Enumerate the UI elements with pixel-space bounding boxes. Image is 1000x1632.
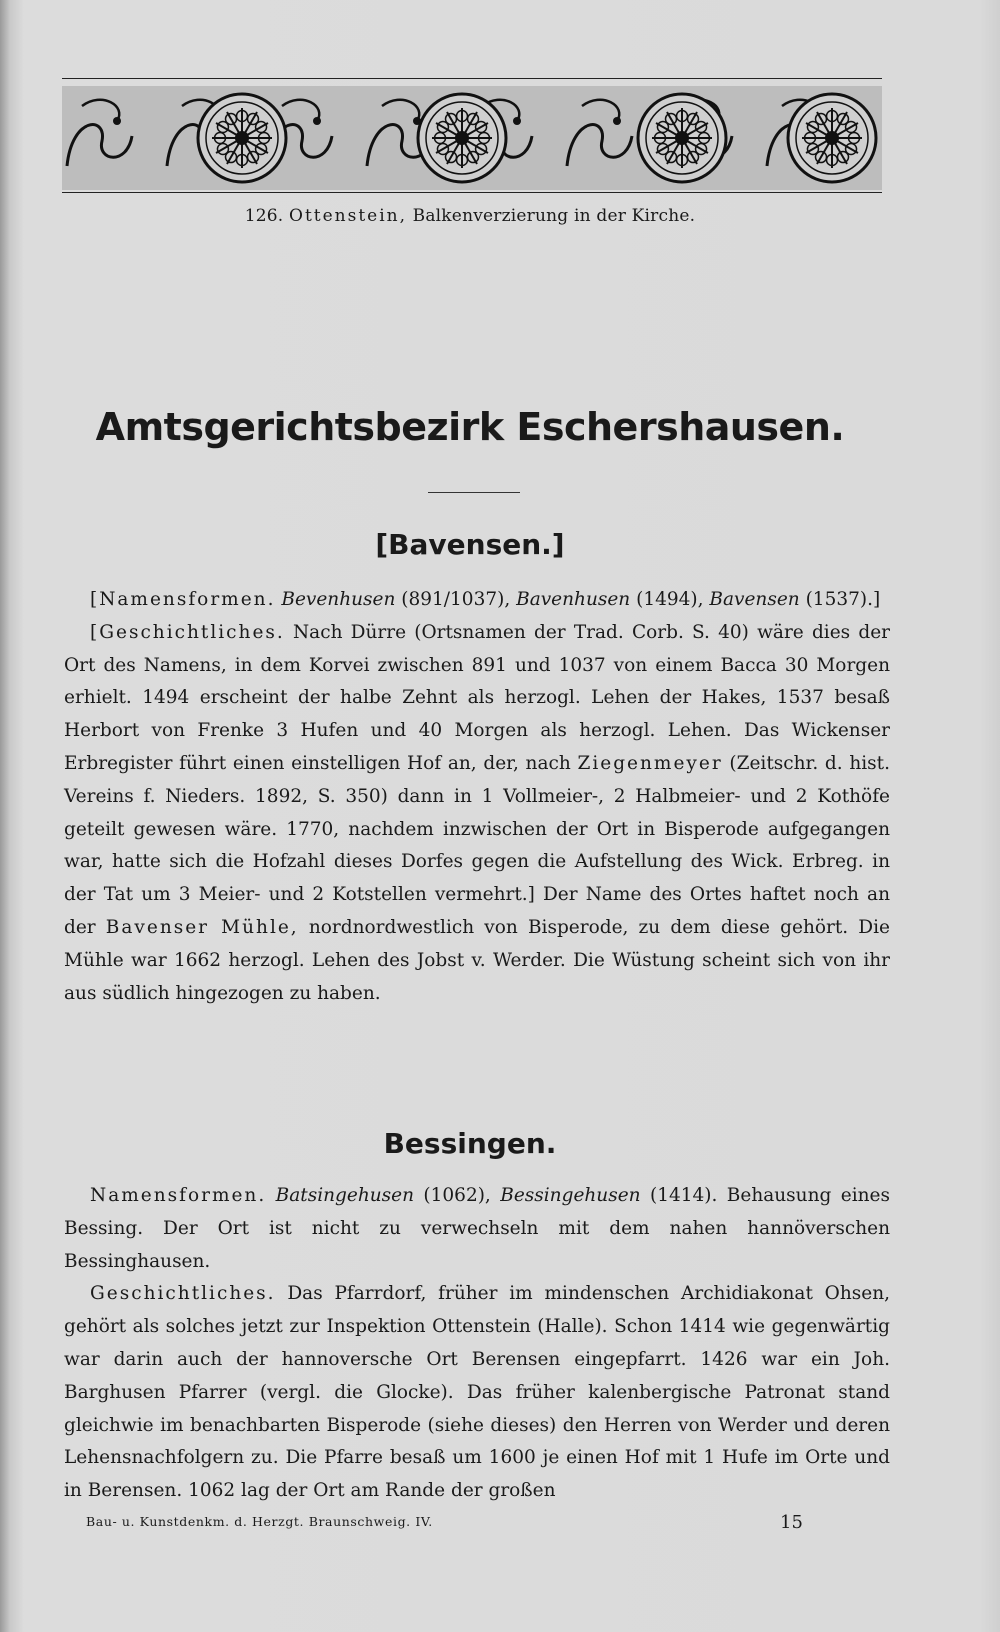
place-name: Bevenhusen xyxy=(281,589,396,610)
label-namensformen: [Namensformen. xyxy=(90,589,276,610)
caption-number: 126. xyxy=(244,206,284,226)
caption-text: Balkenverzierung in der Kirche. xyxy=(412,206,696,226)
heading-bessingen: Bessingen. xyxy=(383,1127,557,1160)
mill-name: Bavenser Mühle, xyxy=(105,916,299,938)
section-bavensen xyxy=(64,584,890,1010)
balkenverzierung-ornament xyxy=(62,86,882,190)
footer-series: Bau- u. Kunstdenkm. d. Herzgt. Braunschweig. IV. xyxy=(86,1514,433,1529)
place-name: Bavenhusen xyxy=(516,589,631,610)
title-rule xyxy=(428,492,520,493)
ornament-figure xyxy=(62,76,882,196)
section-bessingen xyxy=(64,1180,890,1508)
label-geschichtliches: Geschichtliches. xyxy=(90,1283,276,1305)
figure-caption xyxy=(0,206,940,226)
place-name: Batsingehusen xyxy=(275,1185,415,1206)
heading-bavensen: [Bavensen.] xyxy=(375,528,565,561)
caption-place: Ottenstein, xyxy=(289,206,408,226)
paragraph-namensformen: [Namensformen. Bevenhusen (891/1037), Bavenhusen (1494), Bavensen (1537).] xyxy=(90,589,881,610)
place-name: Bavensen xyxy=(709,589,800,610)
main-title: Amtsgerichtsbezirk Eschershausen. xyxy=(95,405,845,449)
person-name: Ziegenmeyer xyxy=(577,752,723,774)
paragraph-namensformen: Namensformen. Batsingehusen (1062), Bessingehusen (1414). Behausung eines Bessing. Der Ort ist nicht zu verwechseln mit dem nahen hannöverschen Bessinghausen. xyxy=(64,1185,890,1272)
ornament-bottom-rule xyxy=(62,192,882,193)
label-namensformen: Namensformen. xyxy=(90,1185,267,1206)
paragraph-geschichtliches: Geschichtliches. Das Pfarrdorf, früher im mindenschen Archidiakonat Ohsen, gehört als solches jetzt zur Inspektion Ottenstein (Halle). Schon 1414 wie gegenwärtig war darin auch der hannoversche Ort Berensen eingepfarrt. 1426 war ein Joh. Barghusen Pfarrer (vergl. die Glocke). Das früher kalenbergische Patronat stand gleichwie im benachbarten Bisperode (siehe dieses) den Herren von Werder und deren Lehensnachfolgern zu. Die Pfarre besaß um 1600 je einen Hof mit 1 Hufe im Orte und in Berensen. 1062 lag der Ort am Rande der großen xyxy=(64,1283,890,1502)
ornament-top-rule xyxy=(62,78,882,79)
paragraph-geschichtliches: [Geschichtliches. Nach Dürre (Ortsnamen der Trad. Corb. S. 40) wäre dies der Ort des Namens, in dem Korvei zwischen 891 und 1037 von einem Bacca 30 Morgen erhielt. 1494 erscheint der halbe Zehnt als herzogl. Lehen der Hakes, 1537 besaß Herbort von Frenke 3 Hufen und 40 Morgen als herzogl. Lehen. Das Wickenser Erbregister führt einen einstelligen Hof an, der, nach Ziegenmeyer (Zeitschr. d. hist. Vereins f. Nieders. 1892, S. 350) dann in 1 Vollmeier-, 2 Halbmeier- und 2 Kothöfe geteilt gewesen wäre. 1770, nachdem inzwischen der Ort in Bisperode aufgegangen war, hatte sich die Hofzahl dieses Dorfes gegen die Aufstellung des Wick. Erbreg. in der Tat um 3 Meier- und 2 Kotstellen vermehrt.] Der Name des Ortes haftet noch an der Bavenser Mühle, nordnordwestlich von Bisperode, zu dem diese gehört. Die Mühle war 1662 herzogl. Lehen des Jobst v. Werder. Die Wüstung scheint sich von ihr aus südlich hingezogen zu haben. xyxy=(64,621,891,1004)
place-name: Bessingehusen xyxy=(500,1185,641,1206)
label-geschichtliches: [Geschichtliches. xyxy=(90,621,285,643)
page-number: 15 xyxy=(780,1512,803,1533)
